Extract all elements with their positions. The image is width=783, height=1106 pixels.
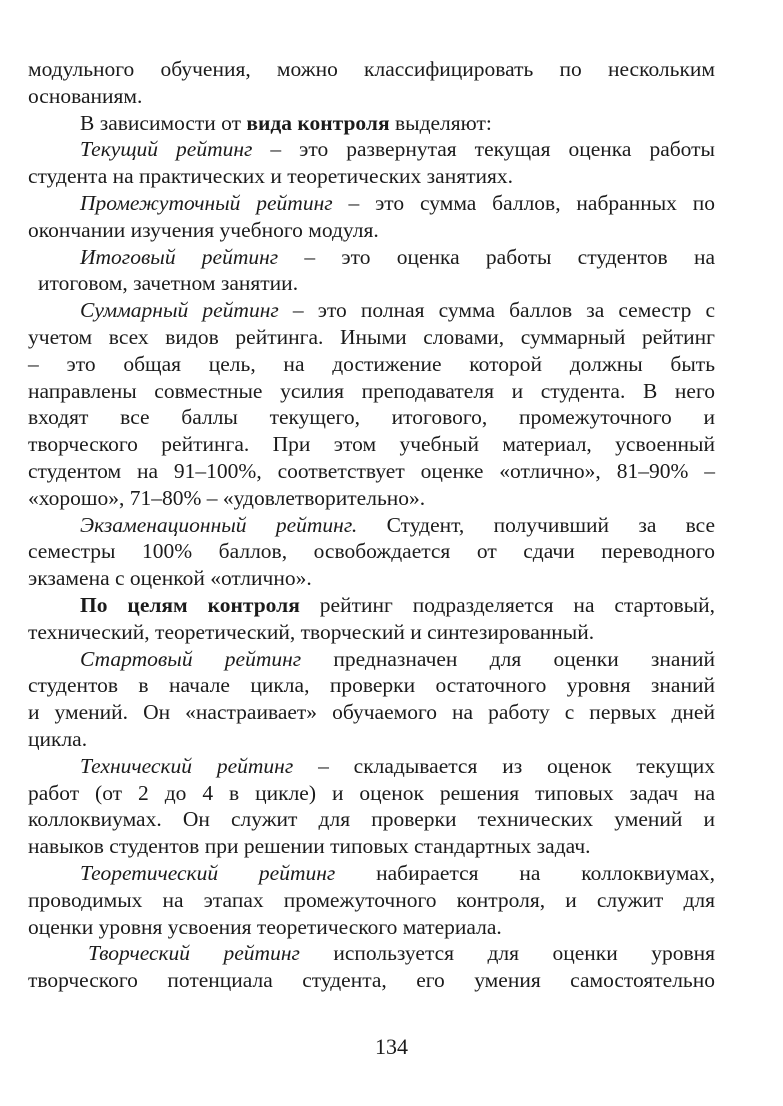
- bold-term: вида контроля: [246, 110, 390, 135]
- text-line: [28, 940, 715, 967]
- text-line: [28, 378, 715, 405]
- text-run: основаниям.: [28, 83, 143, 108]
- text-line: [28, 887, 715, 914]
- text-run: студентом на 91–100%, соответствует оценке «отлично», 81–90% –: [28, 458, 715, 483]
- text-run: технический, теоретический, творческий и синтезированный.: [28, 619, 595, 644]
- text-run: студента на практических и теоретических занятиях.: [28, 164, 514, 189]
- italic-term: Стартовый рейтинг: [80, 646, 302, 671]
- text-line: [28, 565, 715, 592]
- text-run: творческого потенциала студента, его умения самостоятельно: [28, 968, 715, 993]
- text-line: [28, 217, 715, 244]
- italic-term: Технический рейтинг: [80, 753, 294, 778]
- text-line: [28, 458, 715, 485]
- text-run: «хорошо», 71–80% – «удовлетворительно».: [28, 485, 426, 510]
- text-line: [28, 351, 715, 378]
- page-number: 134: [375, 1034, 408, 1059]
- text-run: экзамена с оценкой «отлично».: [28, 566, 312, 591]
- text-line: [28, 244, 715, 271]
- text-run: входят все баллы текущего, итогового, промежуточного и: [28, 405, 715, 430]
- text-run: итоговом, зачетном занятии.: [38, 271, 299, 296]
- text-run: – это развернутая текущая оценка работы: [252, 137, 715, 162]
- text-line: [28, 163, 715, 190]
- text-run: – складывается из оценок текущих: [293, 753, 716, 778]
- text-line: [28, 56, 715, 83]
- text-line: [28, 83, 715, 110]
- text-run: – это полная сумма баллов за семестр с: [278, 298, 716, 323]
- text-run: учетом всех видов рейтинга. Иными словами, суммарный рейтинг: [28, 324, 715, 349]
- text-run: – это оценка работы студентов на: [278, 244, 715, 269]
- text-run: студентов в начале цикла, проверки остаточного уровня знаний: [28, 673, 715, 698]
- text-run: окончании изучения учебного модуля.: [28, 217, 379, 242]
- text-line: [28, 404, 715, 431]
- italic-term: Творческий рейтинг: [88, 941, 300, 966]
- text-run: рейтинг подразделяется на стартовый,: [299, 592, 715, 617]
- text-run: набирается на коллоквиумах,: [335, 860, 715, 885]
- text-line: [28, 324, 715, 351]
- text-line: [28, 780, 715, 807]
- text-run: и умений. Он «настраивает» обучаемого на работу с первых дней: [28, 700, 715, 725]
- text-line: [28, 297, 715, 324]
- text-run: работ (от 2 до 4 в цикле) и оценок решения типовых задач на: [28, 780, 715, 805]
- text-run: направлены совместные усилия преподавателя и студента. В него: [28, 378, 715, 403]
- text-run: коллоквиумах. Он служит для проверки технических умений и: [28, 807, 715, 832]
- text-line: [28, 619, 715, 646]
- text-line: [28, 914, 715, 941]
- text-line: [28, 190, 715, 217]
- text-line: [28, 431, 715, 458]
- text-run: В зависимости от: [80, 110, 247, 135]
- text-line: [28, 753, 715, 780]
- body-text: [28, 56, 715, 994]
- italic-term: Текущий рейтинг: [80, 137, 253, 162]
- text-run: модульного обучения, можно классифицировать по нескольким: [28, 57, 715, 81]
- text-run: Студент, получивший за все: [357, 512, 716, 537]
- italic-term: Промежуточный рейтинг: [80, 190, 333, 215]
- text-run: – это сумма баллов, набранных по: [332, 190, 715, 215]
- text-line: [28, 592, 715, 619]
- text-line: [28, 860, 715, 887]
- text-line: [28, 485, 715, 512]
- text-line: [28, 270, 715, 297]
- text-run: проводимых на этапах промежуточного контроля, и служит для: [28, 887, 715, 912]
- text-line: [28, 538, 715, 565]
- text-line: [28, 806, 715, 833]
- text-line: [28, 646, 715, 673]
- text-line: [28, 110, 715, 137]
- bold-term: По целям контроля: [80, 592, 300, 617]
- text-run: оценки уровня усвоения теоретического материала.: [28, 914, 502, 939]
- italic-term: Итоговый рейтинг: [80, 244, 279, 269]
- text-line: [28, 672, 715, 699]
- text-line: [28, 699, 715, 726]
- text-line: [28, 512, 715, 539]
- text-run: творческого рейтинга. При этом учебный материал, усвоенный: [28, 432, 715, 457]
- text-run: семестры 100% баллов, освобождается от сдачи переводного: [28, 539, 715, 564]
- text-line: [28, 967, 715, 994]
- text-run: цикла.: [28, 726, 88, 751]
- text-run: предназначен для оценки знаний: [301, 646, 715, 671]
- text-run: – это общая цель, на достижение которой должны быть: [28, 351, 715, 376]
- text-line: [28, 726, 715, 753]
- text-run: навыков студентов при решении типовых стандартных задач.: [28, 834, 591, 859]
- italic-term: Теоретический рейтинг: [80, 860, 336, 885]
- italic-term: Суммарный рейтинг: [80, 298, 279, 323]
- text-line: [28, 136, 715, 163]
- text-run: используется для оценки уровня: [299, 941, 715, 966]
- italic-term: Экзаменационный рейтинг.: [80, 512, 358, 537]
- text-run: выделяют:: [389, 110, 492, 135]
- text-line: [28, 833, 715, 860]
